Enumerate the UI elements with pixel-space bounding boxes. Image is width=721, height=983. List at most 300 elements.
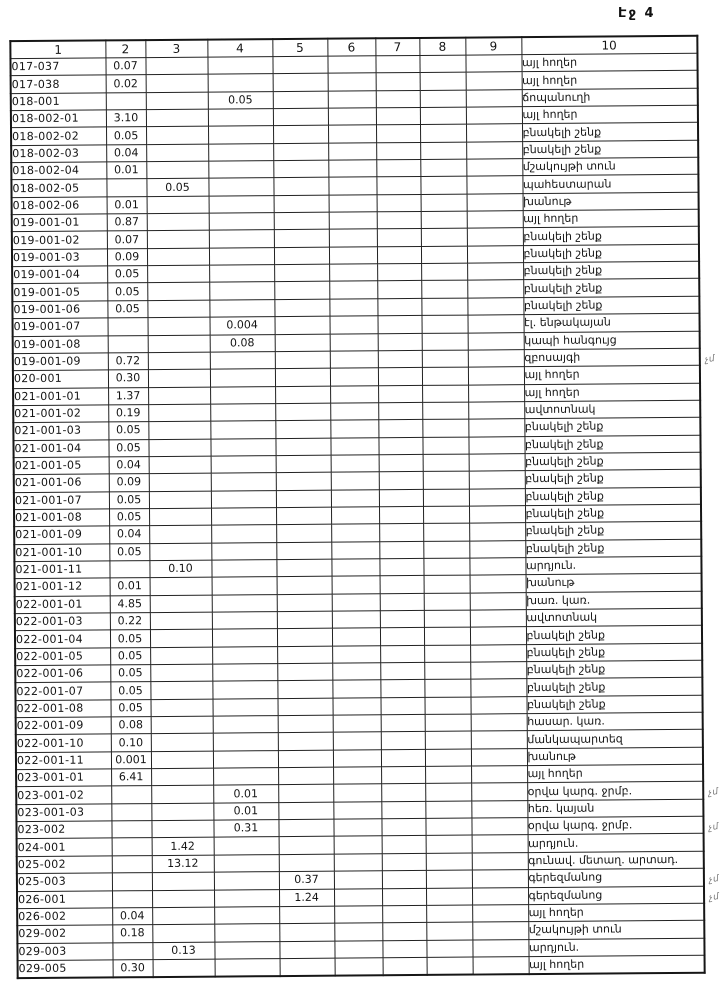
cell-c1: 018-002-05 (11, 179, 106, 197)
cell-c9 (472, 939, 528, 957)
cell-c9 (466, 89, 522, 107)
cell-c4 (211, 525, 276, 543)
cell-c6 (332, 697, 380, 715)
cell-c2: 0.02 (106, 75, 146, 93)
cell-c7 (380, 576, 424, 594)
cell-c6 (329, 195, 377, 213)
cell-c8 (420, 142, 466, 160)
cell-c7 (381, 784, 425, 802)
cell-c4 (210, 421, 275, 439)
cell-c10: կապի հանգույց (524, 331, 700, 350)
cell-c3 (149, 473, 211, 491)
cell-c9 (471, 766, 527, 784)
cell-c7 (379, 524, 423, 542)
cell-c4 (211, 508, 276, 526)
cell-c9 (471, 731, 527, 749)
cell-c2: 3.10 (106, 110, 146, 128)
cell-c6 (330, 420, 378, 438)
cell-c6 (331, 489, 379, 507)
cell-c8 (420, 107, 466, 125)
cell-c3 (150, 647, 212, 665)
cell-c3 (152, 872, 214, 890)
cell-c7 (377, 281, 421, 299)
cell-c7 (376, 107, 420, 125)
cell-c2: 0.72 (108, 352, 148, 370)
cell-c4 (211, 456, 276, 474)
cell-c9 (470, 610, 526, 628)
cell-c10: հասար. կառ. (527, 712, 703, 731)
cell-c10: բնակելի շենք (523, 261, 699, 280)
cell-c7 (376, 73, 420, 91)
cell-c5 (276, 455, 331, 473)
cell-c3 (147, 231, 209, 249)
cell-c8 (426, 870, 472, 888)
cell-c2: 0.22 (110, 613, 150, 631)
cell-c4 (210, 403, 275, 421)
cell-c4 (212, 646, 277, 664)
cell-c7 (382, 923, 426, 941)
cell-c3 (149, 491, 211, 509)
cell-c2: 0.01 (107, 196, 147, 214)
cell-c7 (380, 610, 424, 628)
page-number-label: Էջ 4 (618, 6, 656, 21)
cell-c5 (275, 368, 330, 386)
cell-c9 (469, 471, 525, 489)
cell-c1: 019-001-09 (13, 353, 108, 371)
cell-c6 (329, 316, 377, 334)
cell-c2 (109, 561, 149, 579)
cell-c4 (210, 386, 275, 404)
cell-c10: բնակելի շենք (524, 435, 700, 454)
cell-c2: 0.05 (107, 300, 147, 318)
cell-c2: 0.04 (112, 907, 152, 925)
cell-c1: 024-001 (17, 838, 112, 856)
cell-c1: 021-001-12 (15, 578, 110, 596)
cell-c6 (328, 108, 376, 126)
cell-c9 (470, 644, 526, 662)
cell-c1: 021-001-06 (14, 474, 109, 492)
cell-c7 (378, 385, 422, 403)
cell-c9 (467, 193, 523, 211)
cell-c9 (469, 540, 525, 558)
cell-c7 (377, 229, 421, 247)
cell-c4 (213, 750, 278, 768)
cell-c8 (421, 281, 467, 299)
cell-c7 (381, 732, 425, 750)
cell-c9 (472, 887, 528, 905)
cell-c4 (211, 542, 276, 560)
cell-c6 (331, 559, 379, 577)
cell-c7 (378, 333, 422, 351)
cell-c1: 018-002-04 (11, 162, 106, 180)
cell-c1: 022-001-11 (16, 752, 111, 770)
cell-c1: 019-001-05 (12, 283, 107, 301)
cell-c7 (381, 749, 425, 767)
cell-c2 (108, 318, 148, 336)
cell-c7 (382, 871, 426, 889)
cell-c4 (215, 958, 280, 976)
cell-c1: 019-001-03 (12, 249, 107, 267)
cell-c2: 0.04 (106, 144, 146, 162)
cell-c4 (208, 178, 273, 196)
cell-c10: արդյուն. (528, 938, 704, 957)
cell-c7 (382, 905, 426, 923)
cell-c10: այլ հողեր (524, 365, 700, 384)
cell-c5 (275, 438, 330, 456)
cell-c3 (147, 265, 209, 283)
cell-c6 (332, 680, 380, 698)
cell-c5 (274, 247, 329, 265)
cell-c7 (377, 194, 421, 212)
cell-c1: 023-001-02 (16, 786, 111, 804)
cell-c10: էլ. ենթակայան (523, 313, 699, 332)
cell-c10: բնակելի շենք (523, 244, 699, 263)
cell-c9 (472, 870, 528, 888)
cell-c7 (377, 298, 421, 316)
cell-c6 (334, 940, 382, 958)
cell-c6 (328, 160, 376, 178)
cell-c5 (274, 230, 329, 248)
cell-c10: զբոսայգի չմ (524, 348, 700, 367)
cell-c3 (146, 126, 208, 144)
cell-c8 (421, 246, 467, 264)
cell-c3 (146, 109, 208, 127)
cell-c4 (214, 872, 279, 890)
cell-c8 (420, 176, 466, 194)
cell-c5 (277, 681, 332, 699)
cell-c1: 023-001-03 (16, 804, 111, 822)
cell-c10: բնակելի շենք (522, 140, 698, 159)
cell-c10: այլ հողեր (522, 71, 698, 90)
cell-c5 (278, 733, 333, 751)
column-header: 8 (419, 38, 465, 56)
cell-c1: 018-002-02 (11, 127, 106, 145)
cell-c4 (213, 768, 278, 786)
cell-c4 (214, 924, 279, 942)
cell-c2 (108, 335, 148, 353)
cell-c8 (426, 905, 472, 923)
cell-c10: բնակելի շենք (526, 678, 702, 697)
cell-c1: 019-001-08 (13, 335, 108, 353)
cell-c4 (212, 612, 277, 630)
cell-c3: 0.10 (149, 560, 211, 578)
cell-c10: բնակելի շենք (525, 539, 701, 558)
cell-c6 (334, 836, 382, 854)
cell-c4 (212, 594, 277, 612)
cell-c4 (208, 126, 273, 144)
land-parcel-table (9, 35, 720, 980)
cell-c3 (151, 751, 213, 769)
cell-c4: 0.05 (208, 91, 273, 109)
cell-c10: այլ հողեր (528, 903, 704, 922)
cell-c2: 0.07 (105, 58, 145, 76)
cell-c9 (471, 818, 527, 836)
cell-c4 (213, 733, 278, 751)
cell-c4 (208, 161, 273, 179)
cell-c7 (382, 888, 426, 906)
handwritten-mark: չմ (707, 787, 719, 799)
cell-c9 (465, 55, 521, 73)
cell-c7 (376, 142, 420, 160)
cell-c5 (277, 594, 332, 612)
cell-c9 (467, 245, 523, 263)
cell-c8 (426, 922, 472, 940)
cell-c4: 0.01 (213, 802, 278, 820)
cell-c6 (332, 645, 380, 663)
cell-c4 (209, 213, 274, 231)
cell-c5 (273, 74, 328, 92)
cell-c10: ճոպանուղի (522, 88, 698, 107)
cell-c4: 0.01 (213, 785, 278, 803)
cell-c4 (209, 247, 274, 265)
cell-c8 (424, 645, 470, 663)
cell-c1: 021-001-02 (13, 405, 108, 423)
cell-c5 (275, 403, 330, 421)
cell-c9 (472, 835, 528, 853)
cell-c4: 0.08 (210, 334, 275, 352)
cell-c5: 0.37 (279, 871, 334, 889)
column-header: 2 (105, 40, 145, 58)
cell-c2: 0.10 (111, 734, 151, 752)
cell-c6 (333, 715, 381, 733)
cell-c2: 0.05 (108, 422, 148, 440)
cell-c5 (273, 91, 328, 109)
cell-c8 (420, 124, 466, 142)
cell-c7 (379, 506, 423, 524)
cell-c6 (332, 611, 380, 629)
cell-c3 (150, 629, 212, 647)
cell-c3: 1.42 (152, 838, 214, 856)
cell-c5 (279, 854, 334, 872)
cell-c8 (423, 523, 469, 541)
cell-c9 (470, 696, 526, 714)
cell-c1: 019-001-06 (12, 301, 107, 319)
cell-c10: բնակելի շենք (526, 660, 702, 679)
cell-c9 (470, 662, 526, 680)
cell-c5 (273, 126, 328, 144)
cell-c10: բնակելի շենք (526, 626, 702, 645)
cell-c1: 029-005 (18, 960, 113, 979)
cell-c6 (334, 888, 382, 906)
cell-c10: ավտոտնակ (526, 608, 702, 627)
cell-c4 (209, 282, 274, 300)
cell-c4 (208, 109, 273, 127)
cell-c10: բնակելի շենք (525, 504, 701, 523)
cell-c3 (151, 820, 213, 838)
cell-c9 (470, 575, 526, 593)
cell-c10: բնակելի շենք (526, 695, 702, 714)
cell-c10: խանութ (523, 192, 699, 211)
cell-c9 (467, 297, 523, 315)
cell-c6 (331, 455, 379, 473)
cell-c1: 029-003 (17, 942, 112, 960)
cell-c8 (426, 853, 472, 871)
cell-c7 (380, 593, 424, 611)
cell-c1: 018-002-01 (11, 110, 106, 128)
cell-c3 (149, 543, 211, 561)
cell-c3 (151, 699, 213, 717)
cell-c3 (148, 317, 210, 335)
cell-c7 (381, 801, 425, 819)
cell-c9 (472, 852, 528, 870)
cell-c9 (471, 800, 527, 818)
cell-c10: գունավ. մետաղ. արտադ. (528, 851, 704, 870)
cell-c3 (151, 734, 213, 752)
cell-c7 (376, 125, 420, 143)
cell-c2: 0.05 (110, 665, 150, 683)
cell-c1: 022-001-04 (15, 630, 110, 648)
cell-c4: 0.004 (210, 317, 275, 335)
cell-c1: 021-001-03 (13, 422, 108, 440)
cell-c6 (329, 299, 377, 317)
cell-c2: 0.05 (106, 127, 146, 145)
cell-c4 (214, 854, 279, 872)
cell-c4 (211, 490, 276, 508)
cell-c1: 021-001-10 (14, 544, 109, 562)
cell-c10: այլ հողեր (529, 955, 705, 974)
cell-c6 (331, 541, 379, 559)
cell-c8 (420, 159, 466, 177)
cell-c5 (278, 785, 333, 803)
cell-c8 (425, 749, 471, 767)
cell-c8 (425, 818, 471, 836)
cell-c4 (210, 438, 275, 456)
cell-c3 (151, 768, 213, 786)
cell-c2 (112, 838, 152, 856)
cell-c7 (377, 316, 421, 334)
cell-c3 (151, 716, 213, 734)
cell-c10: խանութ (526, 574, 702, 593)
cell-c8 (422, 402, 468, 420)
cell-c5 (273, 178, 328, 196)
cell-c3 (147, 300, 209, 318)
cell-c6 (333, 767, 381, 785)
cell-c8 (425, 801, 471, 819)
cell-c10: արդյուն. (528, 834, 704, 853)
cell-c2: 0.04 (109, 456, 149, 474)
cell-c2: 0.30 (108, 370, 148, 388)
cell-c8 (422, 385, 468, 403)
cell-c6 (329, 212, 377, 230)
cell-c9 (472, 922, 528, 940)
cell-c1: 022-001-01 (15, 596, 110, 614)
cell-c1: 026-002 (17, 908, 112, 926)
cell-c2: 0.19 (108, 404, 148, 422)
cell-c4 (212, 681, 277, 699)
cell-c4 (209, 230, 274, 248)
cell-c6 (328, 125, 376, 143)
cell-c6 (333, 750, 381, 768)
cell-c10: բնակելի շենք (525, 522, 701, 541)
cell-c1: 022-001-03 (15, 613, 110, 631)
cell-c3 (151, 786, 213, 804)
cell-c4 (214, 906, 279, 924)
cell-c9 (471, 748, 527, 766)
cell-c6 (333, 732, 381, 750)
cell-c9 (466, 176, 522, 194)
cell-c3 (148, 352, 210, 370)
cell-c6 (329, 247, 377, 265)
cell-c5 (274, 212, 329, 230)
cell-c2: 0.05 (109, 509, 149, 527)
cell-c9 (467, 315, 523, 333)
cell-c2: 0.05 (110, 647, 150, 665)
cell-c9 (468, 349, 524, 367)
cell-c1: 021-001-01 (13, 387, 108, 405)
cell-c3 (152, 890, 214, 908)
cell-c8 (427, 957, 473, 975)
cell-c3 (146, 144, 208, 162)
cell-c5 (276, 507, 331, 525)
cell-c3 (146, 92, 208, 110)
cell-c7 (378, 420, 422, 438)
cell-c8 (425, 766, 471, 784)
cell-c6 (328, 90, 376, 108)
cell-c5 (278, 802, 333, 820)
cell-c8 (424, 610, 470, 628)
cell-c10: այլ հողեր (524, 383, 700, 402)
column-header: 6 (327, 38, 375, 56)
cell-c4 (209, 265, 274, 283)
cell-c10: խանութ (527, 747, 703, 766)
cell-c2: 0.05 (111, 699, 151, 717)
cell-c10: հեռ. կայան (527, 799, 703, 818)
cell-c5 (273, 143, 328, 161)
cell-c1: 023-001-01 (16, 769, 111, 787)
cell-c9 (467, 263, 523, 281)
cell-c2 (111, 786, 151, 804)
cell-c3 (148, 335, 210, 353)
cell-c3 (148, 369, 210, 387)
cell-c10: այլ հողեր (521, 53, 697, 72)
cell-c10: այլ հողեր (527, 764, 703, 783)
cell-c3 (150, 681, 212, 699)
cell-c9 (470, 627, 526, 645)
cell-c4: 0.31 (213, 820, 278, 838)
cell-c8 (423, 471, 469, 489)
cell-c4 (214, 941, 279, 959)
handwritten-mark: չմ (707, 822, 720, 834)
cell-c4 (212, 698, 277, 716)
cell-c3 (147, 248, 209, 266)
cell-c4 (210, 351, 275, 369)
cell-c10: բնակելի շենք (525, 452, 701, 471)
cell-c9 (468, 384, 524, 402)
cell-c6 (334, 871, 382, 889)
cell-c10: բնակելի շենք (523, 296, 699, 315)
cell-c3 (145, 57, 207, 75)
cell-c5 (279, 941, 334, 959)
cell-c2: 0.30 (113, 959, 153, 977)
cell-c1: 018-002-06 (12, 197, 107, 215)
cell-c5 (275, 351, 330, 369)
cell-c5 (278, 750, 333, 768)
cell-c1: 021-001-07 (14, 491, 109, 509)
cell-c7 (378, 437, 422, 455)
cell-c6 (331, 524, 379, 542)
cell-c8 (419, 55, 465, 73)
cell-c10: բնակելի շենք (526, 643, 702, 662)
cell-c2: 0.05 (107, 283, 147, 301)
cell-c3 (150, 577, 212, 595)
cell-c7 (377, 264, 421, 282)
cell-c9 (473, 956, 529, 974)
cell-c10: բնակելի շենք (525, 487, 701, 506)
cell-c6 (327, 56, 375, 74)
cell-c2 (112, 942, 152, 960)
cell-c2: 1.37 (108, 387, 148, 405)
cell-c5 (275, 334, 330, 352)
